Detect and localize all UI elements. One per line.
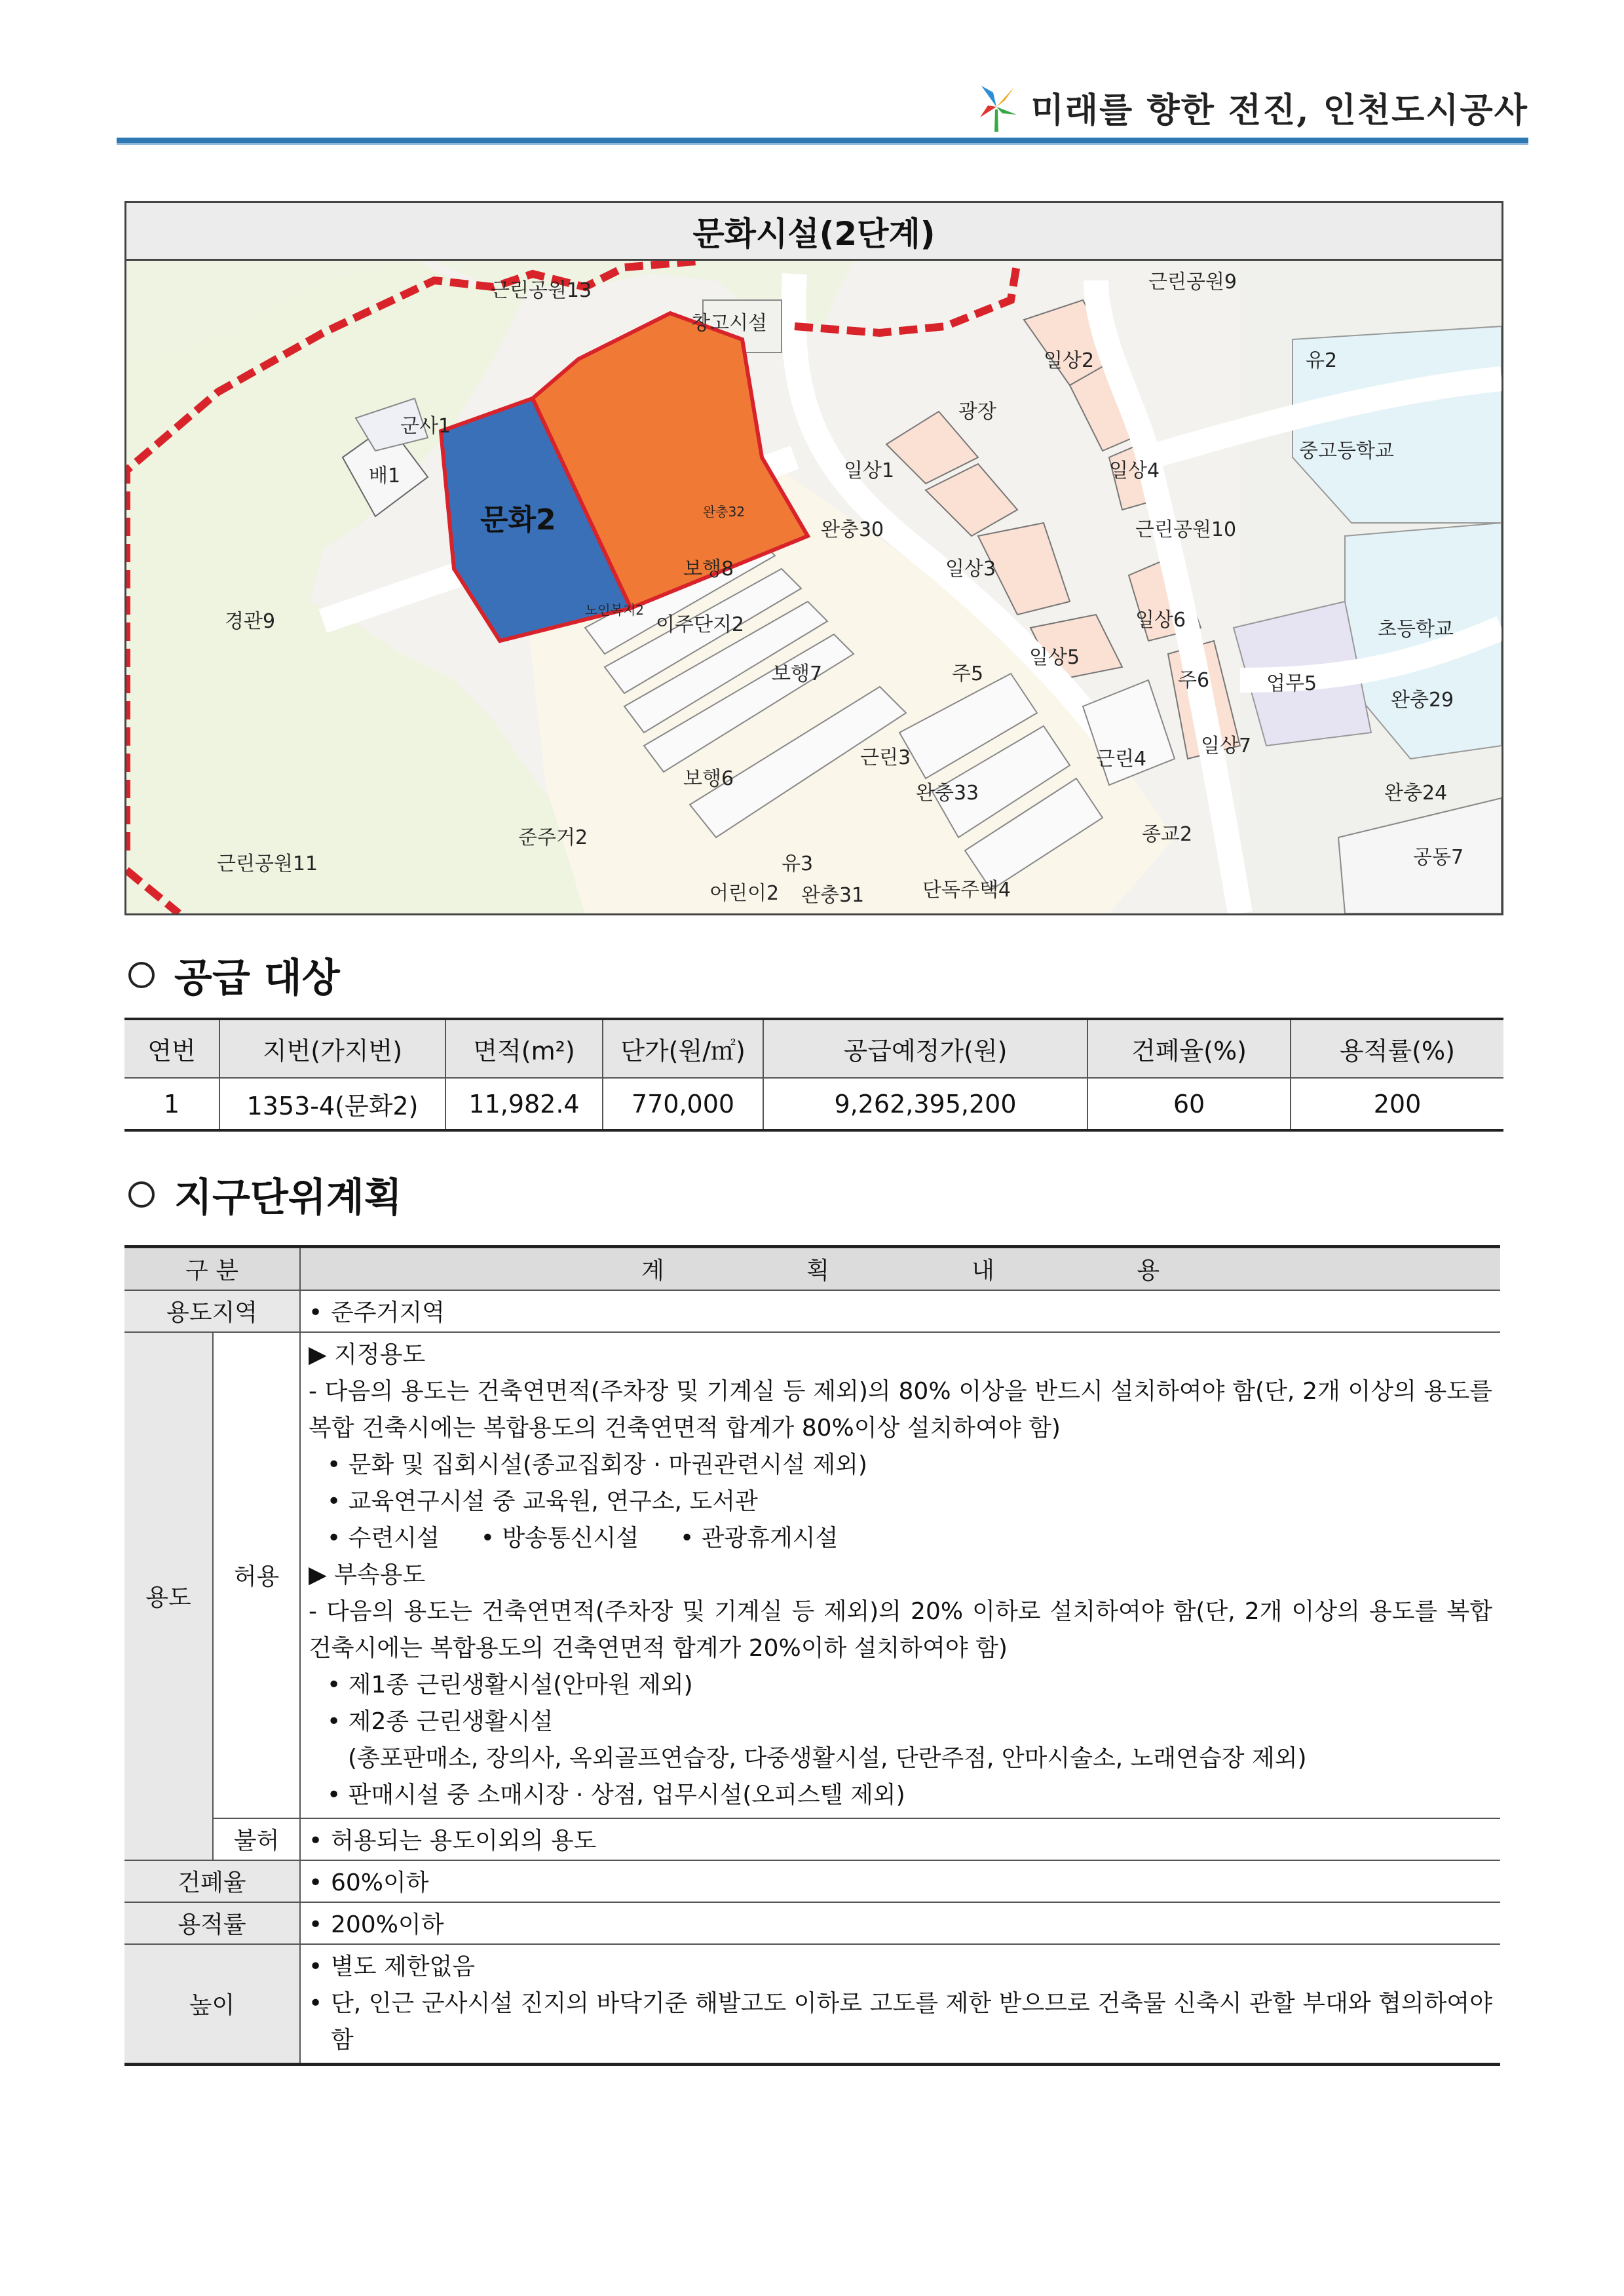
map-label-ilsang5: 일상5 [1029,646,1080,669]
plan-value-deny: • 허용되는 용도이외의 용도 [300,1818,1500,1860]
supply-cell-lot: 1353-4(문화2) [219,1078,445,1130]
allow-item-tourism: • 관광휴게시설 [679,1524,839,1552]
map-label-ilsang4: 일상4 [1109,459,1160,482]
plan-value-height [300,1944,1500,2065]
plan-heading [128,1166,402,1223]
allow-item-broadcast: • 방송통신시설 [480,1524,639,1552]
plan-header-row [124,1247,1500,1290]
map-label-wanchung29: 완충29 [1391,689,1454,712]
map-label-mil1: 군사1 [400,415,451,438]
company-slogan: 미래를 향한 전진, 인천도시공사 [1030,90,1528,130]
plan-row-zone [124,1290,1500,1332]
map-label-park13: 근린공원13 [491,279,592,302]
map-label-eopmu5: 업무5 [1266,672,1317,695]
plan-value-bcr: • 60%이하 [300,1860,1500,1902]
map-label-wanchung33: 완충33 [916,782,979,805]
header-divider-light [117,143,1528,145]
plan-header-category: 구 분 [124,1247,300,1290]
map-label-jonggyo2: 종교2 [1142,823,1193,846]
map-label-ju5: 주5 [952,662,984,685]
map-label-school-mh: 중고등학교 [1299,440,1394,463]
supply-cell-area: 11,982.4 [445,1078,603,1130]
header-divider [117,138,1528,143]
deny-value-text: 허용되는 용도이외의 용도 [331,1827,597,1854]
supply-cell-price: 9,262,395,200 [763,1078,1087,1130]
allow-line-designated: ▶ 지정용도 [309,1341,426,1368]
plan-row-deny [124,1818,1500,1860]
plan-row-allow [124,1332,1500,1818]
supply-header-unit-price: 단가(원/㎡) [603,1019,763,1078]
map-label-wanchung31: 완충31 [801,884,865,907]
plan-row-far [124,1902,1500,1944]
plan-header-char-1: 계 [641,1257,664,1284]
allow-line-culture: • 문화 및 집회시설(종교집회장 · 마권관련시설 제외) [327,1451,867,1478]
map-label-dist1: 배1 [369,465,401,488]
company-logo [973,77,1528,136]
allow-line-accessory-desc: - 다음의 용도는 건축연면적(주차장 및 기계실 등 제외)의 20% 이하로 설치하여야 함(단, 2개 이상의 용도를 복합 건축시에는 복합용도의 건축연면적 합계가 20%이하 설치하여야 함) [309,1598,1492,1662]
map-label-ilsang7: 일상7 [1201,735,1252,757]
plan-header-char-4: 용 [1137,1257,1160,1284]
site-map-panel [124,201,1503,915]
map-label-noin2: 노인복지2 [585,602,645,618]
pinwheel-logo-icon [973,81,1019,133]
zone-value-text: 준주거지역 [331,1299,445,1326]
plan-label-bcr: 건폐율 [124,1860,300,1902]
page-header [117,71,1528,146]
circle-bullet-icon [128,962,155,988]
supply-header-no: 연번 [124,1019,219,1078]
supply-heading-text: 공급 대상 [174,955,340,1001]
supply-cell-unit-price: 770,000 [603,1078,763,1130]
map-label-park11: 근린공원11 [217,852,318,875]
map-label-gongdong7: 공동7 [1413,846,1464,869]
map-label-ijudanji2: 이주단지2 [656,613,745,636]
map-label-park10: 근린공원10 [1135,518,1237,541]
map-label-ju6: 주6 [1178,669,1210,692]
height-line-1: • 별도 제한없음 [309,1953,476,1980]
site-map-drawing [126,261,1501,913]
map-label-ilsang2: 일상2 [1044,349,1095,372]
plan-label-zone: 용도지역 [124,1290,300,1332]
plan-label-height: 높이 [124,1944,300,2065]
allow-line-accessory: ▶ 부속용도 [309,1561,426,1588]
map-label-bohaeng6: 보행6 [683,767,734,790]
supply-header-row [124,1019,1503,1078]
bcr-value-text: 60%이하 [331,1869,429,1896]
height-line-2-text: 단, 인근 군사시설 진지의 바닥기준 해발고도 이하로 고도를 제한 받으므로 건축물 신축시 관할 부대와 협의하여야 함 [331,1989,1492,2054]
plan-row-height [124,1944,1500,2065]
supply-table [124,1018,1503,1132]
district-plan-table [124,1245,1500,2066]
plan-value-zone: • 준주거지역 [300,1290,1500,1332]
plan-label-far: 용적률 [124,1902,300,1944]
plan-label-use: 용도 [124,1332,213,1860]
plan-value-far: • 200%이하 [300,1902,1500,1944]
height-line-1-text: 별도 제한없음 [331,1953,476,1980]
map-label-wanchung30: 완충30 [821,518,884,541]
map-label-wanchung24: 완충24 [1384,782,1448,805]
map-label-ilsang6: 일상6 [1135,609,1186,632]
map-title: 문화시설(2단계) [126,203,1501,261]
map-label-storage: 창고시설 [691,312,767,335]
supply-row [124,1078,1503,1130]
allow-line-misc [309,1520,1492,1557]
map-label-geunlin3: 근린3 [860,746,911,769]
allow-line-neighborhood2: • 제2종 근린생활시설 [327,1708,554,1735]
supply-cell-bcr: 60 [1087,1078,1291,1130]
plan-label-allow: 허용 [213,1332,300,1818]
far-value-text: 200%이하 [331,1911,444,1938]
map-label-park9: 근린공원9 [1148,271,1237,294]
plan-header-char-2: 획 [806,1257,829,1284]
supply-heading [128,947,340,1003]
map-label-ilsang3: 일상3 [945,558,996,581]
map-label-school-el: 초등학교 [1378,618,1454,641]
map-label-plaza: 광장 [958,400,996,423]
allow-line-designated-desc: - 다음의 용도는 건축연면적(주차장 및 기계실 등 제외)의 80% 이상을 반드시 설치하여야 함(단, 2개 이상의 용도를 복합 건축시에는 복합용도의 건축연면적 합계가 80%이상 설치하여야 함) [309,1377,1492,1442]
map-label-gyeonggwan9: 경관9 [225,610,276,633]
map-label-junjugeo2: 준주거2 [518,826,588,849]
plan-value-allow [300,1332,1500,1818]
allow-line-neighborhood2-exclusions: (총포판매소, 장의사, 옥외골프연습장, 다중생활시설, 단란주점, 안마시술소, 노래연습장 제외) [348,1744,1307,1772]
supply-header-bcr: 건폐율(%) [1087,1019,1291,1078]
height-line-2: • 단, 인근 군사시설 진지의 바닥기준 해발고도 이하로 고도를 제한 받으므로 건축물 신축시 관할 부대와 협의하여야 함 [309,1985,1492,2059]
supply-cell-no: 1 [124,1078,219,1130]
map-label-bohaeng7: 보행7 [772,662,823,685]
map-label-wanchung32: 완충32 [703,504,746,520]
site-map [126,261,1501,913]
supply-header-lot: 지번(가지번) [219,1019,445,1078]
map-label-bohaeng8: 보행8 [683,558,734,581]
plan-header-content [300,1247,1500,1290]
map-label-culture2: 문화2 [480,503,556,537]
plan-row-bcr [124,1860,1500,1902]
allow-line-retail: • 판매시설 중 소매시장 · 상점, 업무시설(오피스텔 제외) [327,1781,905,1808]
supply-header-price: 공급예정가(원) [763,1019,1087,1078]
plan-label-deny: 불허 [213,1818,300,1860]
map-label-geunlin4: 근린4 [1096,748,1147,771]
map-label-yu2: 유2 [1306,349,1338,372]
supply-header-area: 면적(m²) [445,1019,603,1078]
map-label-eorini2: 어린이2 [709,882,780,905]
supply-header-far: 용적률(%) [1291,1019,1503,1078]
map-label-yu3: 유3 [782,852,814,875]
plan-header-char-3: 내 [972,1257,994,1284]
map-label-ilsang1: 일상1 [844,459,895,482]
plan-heading-text: 지구단위계획 [174,1175,402,1221]
map-label-danjok4: 단독주택4 [922,879,1011,902]
circle-bullet-icon [128,1181,155,1208]
allow-item-training: • 수련시설 [327,1524,440,1552]
supply-cell-far: 200 [1291,1078,1503,1130]
allow-line-education: • 교육연구시설 중 교육원, 연구소, 도서관 [327,1487,758,1515]
allow-line-neighborhood1: • 제1종 근린생활시설(안마원 제외) [327,1671,693,1698]
